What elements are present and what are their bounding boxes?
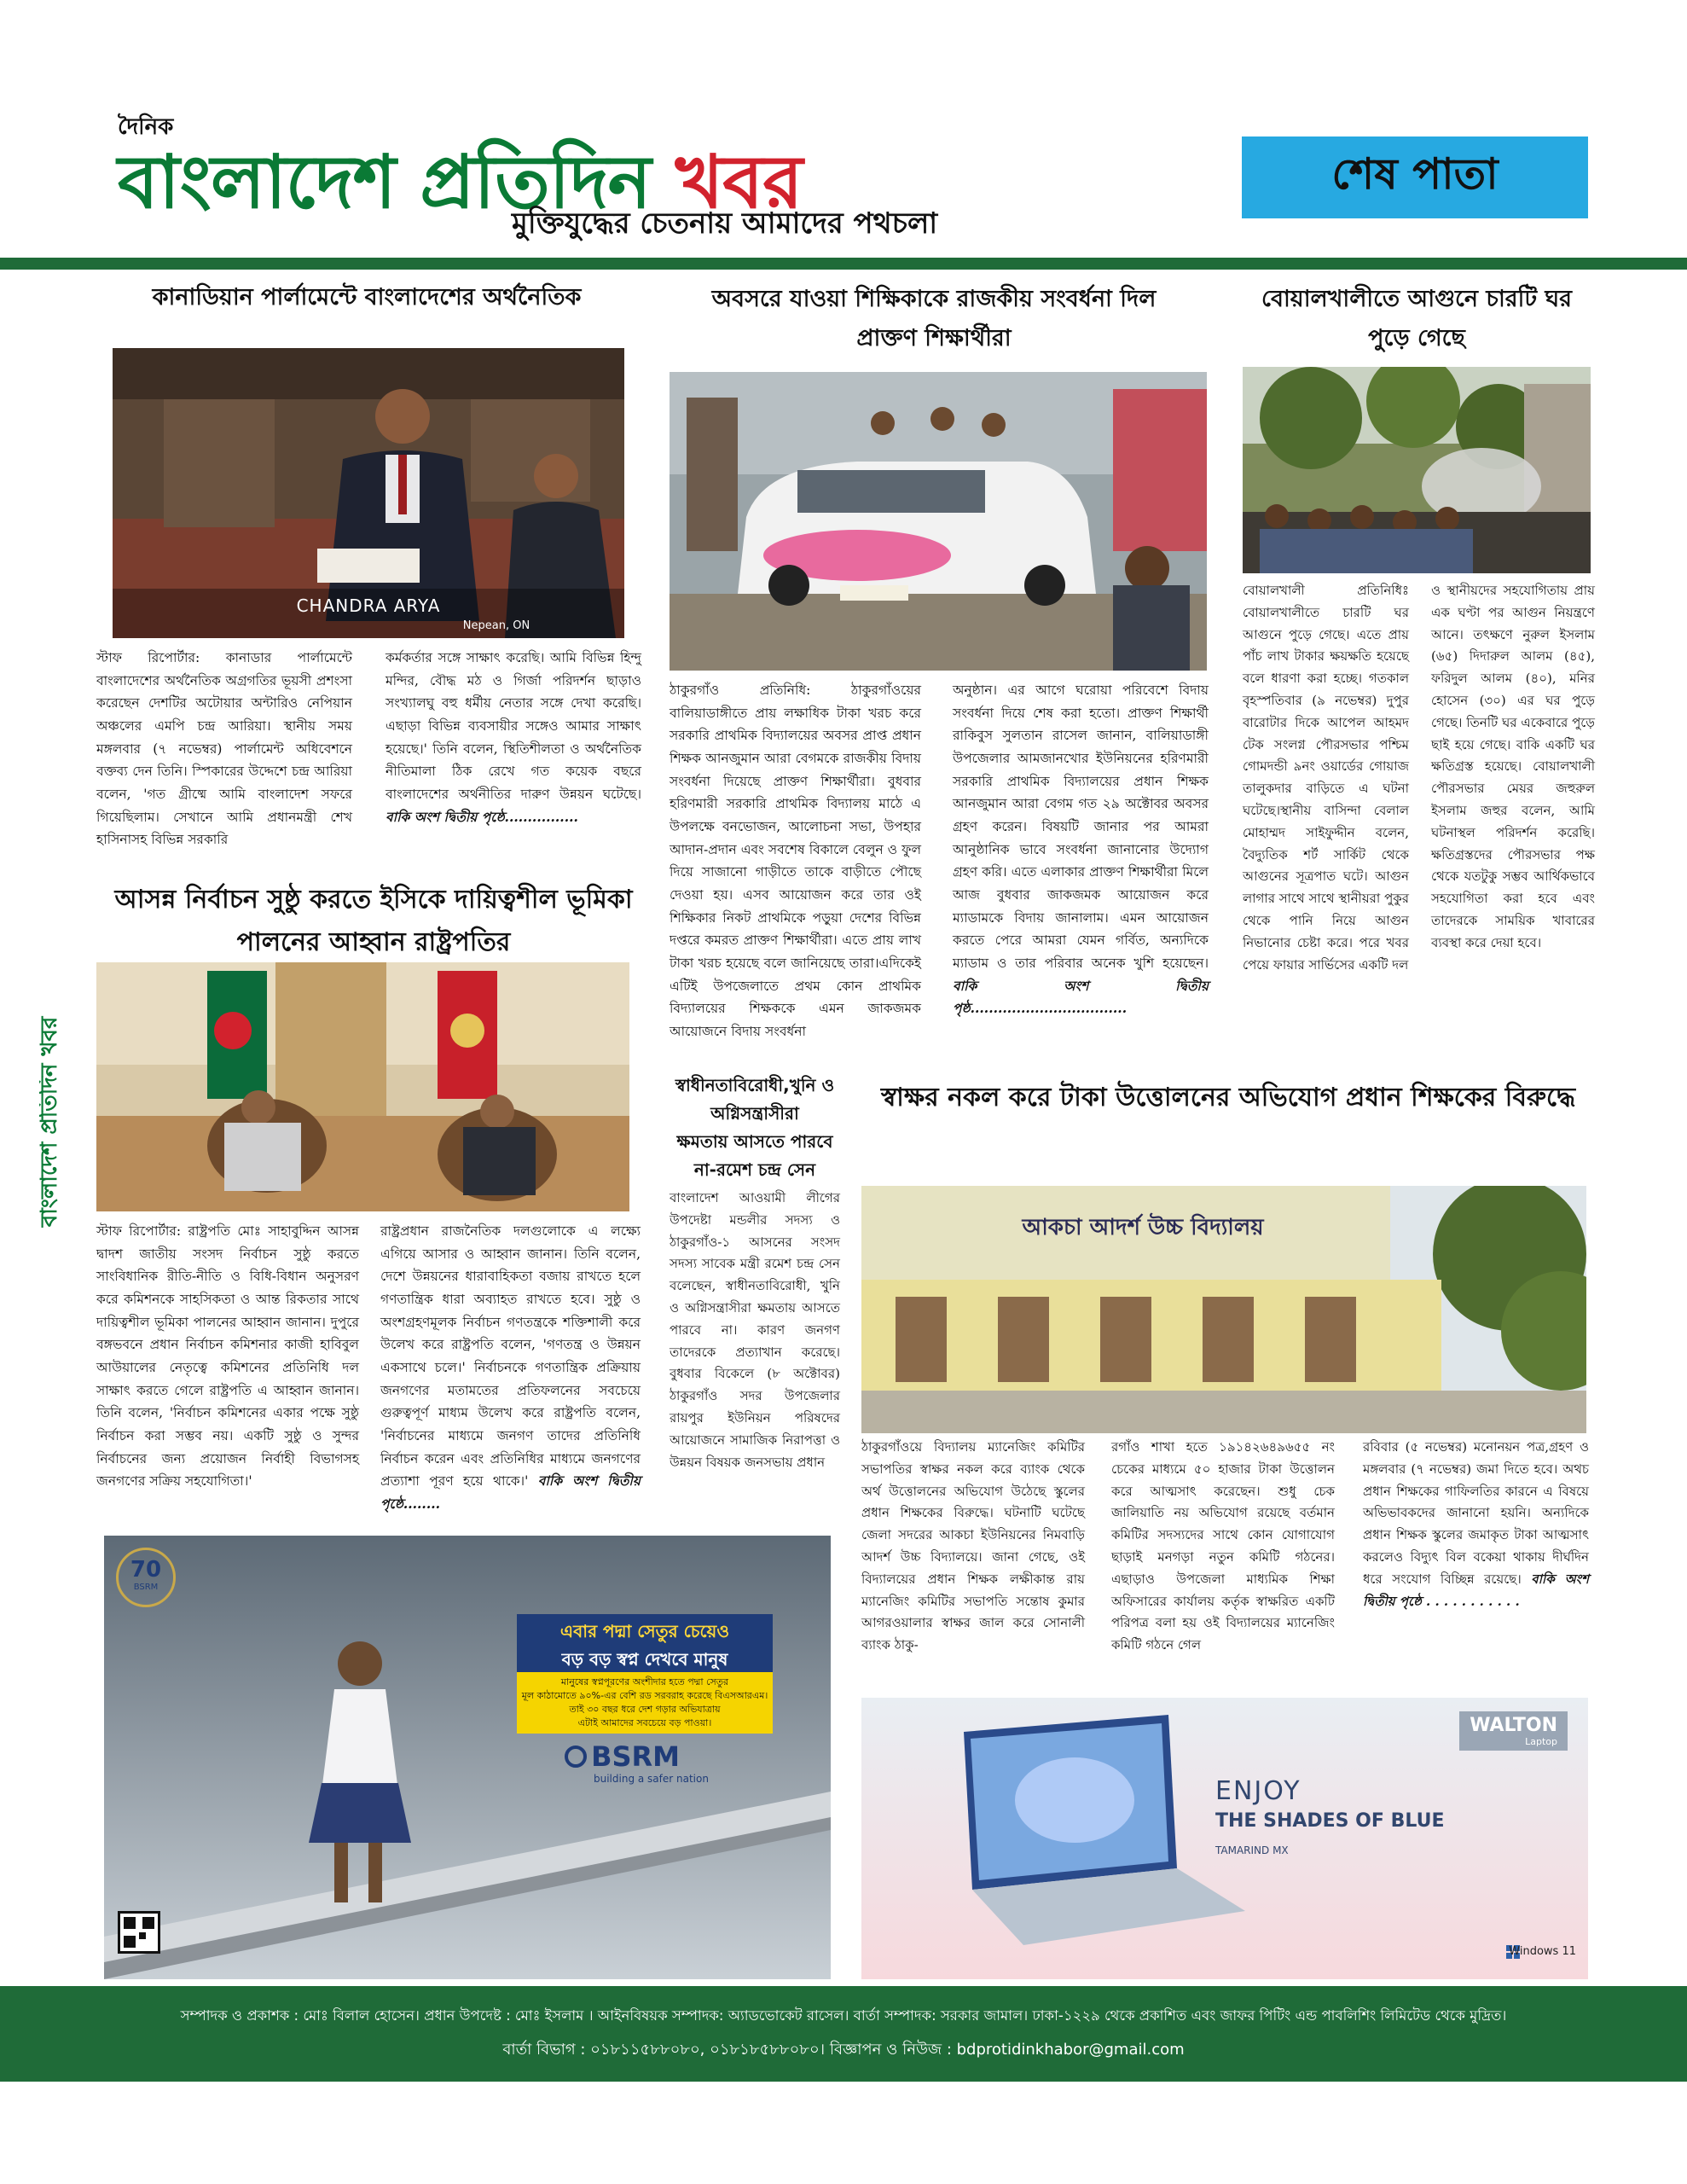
- story3-col2-text: অনুষ্ঠান। এর আগে ঘরোয়া পরিবেশে বিদায় সংবর্ধনা দিয়ে শেষ করা হতো। প্রাক্তণ শিক্ষার্থী রাকিবুস সুলতান রাসেল জানান, বালিয়াডাঙ্গী উপজেলার আমজানখোর ইউনিয়নের হরিণমারী সরকারি প্রাথমিক বিদ্যালয়ের প্রধান শিক্ষক আনজুমান আরা বেগম গত ২৯ অক্টোবর অবসর গ্রহণ করেন। বিষয়টি জানার পর আমরা আনুষ্ঠানিক ভাবে সংবর্ধনা জানানোর উদ্যোগ গ্রহণ করি। এতে এলাকার প্রাক্তণ শিক্ষার্থীরা মিলে আজ বুধবার জাকজমক আয়োজন করে ম্যাডামকে বিদায় জানালাম। এমন আয়োজন করতে পেরে আমরা যেমন গর্বিত, অন্যদিকে ম্যাডাম ও তার পরিবার অনেক খুশি হয়েছেন।: [953, 682, 1209, 971]
- walton-model: TAMARIND MX: [1215, 1844, 1289, 1856]
- story3-col1: ঠাকুরগাঁও প্রতিনিধি: ঠাকুরগাঁওয়ের বালিয়াডাঙ্গীতে প্রায় লক্ষাধিক টাকা খরচ করে সরকারি প্রাথমিক বিদ্যালয়ের অবসর প্রাপ্ত প্রধান শিক্ষক আনজুমান আরা বেগমকে রাজকীয় বিদায় সংবর্ধনা দিয়েছে প্রাক্তণ শিক্ষার্থীরা। বুধবার হরিণমারী সরকারি প্রাথমিক বিদ্যালয় মাঠে এ উপলক্ষে বনভোজন, আলোচনা সভা, উপহার আদান-প্রদান এবং সবশেষ বিকালে বেলুন ও ফুল দিয়ে সাজানো গাড়ীতে তাকে বাড়ীতে পৌছে দেওয়া হয়। এসব আয়োজন করে তার ওই শিক্ষিকার নিকট প্রাথমিকে পড়ুয়া দেশের বিভিন্ন দপ্তরে কমরত প্রাক্তণ শিক্ষার্থীরা। এতে প্রায় লাখ টাকা খরচ হয়েছে বলে জানিয়েছে তারা।এদিকেই এটিই উপজেলাতে প্রথম কোন প্রাথমিক বিদ্যালয়ের শিক্ষককে এমন জাকজমক আয়োজনে বিদায় সংবর্ধনা: [670, 682, 921, 1039]
- story2-col2-text: রাষ্ট্রপ্রধান রাজনৈতিক দলগুলোকে এ লক্ষ্যে এগিয়ে আসার ও আহ্বান জানান। তিনি বলেন, দেশে উন্নয়নের ধারাবাহিকতা বজায় রাখতে হলে গণতান্ত্রিক ধারা অব্যাহত রাখতে হবে। সুষ্ঠু ও অংশগ্রহণমূলক নির্বাচন গণতন্ত্রকে শক্তিশালী করে উলেখ করে রাষ্ট্রপতি বলেন, 'গণতন্ত্র ও উন্নয়ন একসাথে চলে।' নির্বাচনকে গণতান্ত্রিক প্রক্রিয়ায় জনগণের মতামতের প্রতিফলনের সবচেয়ে গুরুত্বপূর্ণ মাধ্যম উলেখ করে রাষ্ট্রপতি বলেন, 'নির্বাচনের মাধ্যমে জনগণ তাদের প্রতিনিধি নির্বাচন করেন এবং প্রতিনিধির মাধ্যমে জনগণের প্রত্যাশা পূরণ হয়ে থাকে।': [380, 1223, 641, 1490]
- story5-headline[interactable]: [670, 1072, 840, 1184]
- bsrm-brand: BSRM: [591, 1740, 681, 1773]
- story1-continued[interactable]: বাকি অংশ দ্বিতীয় পৃষ্ঠে................: [386, 808, 578, 825]
- section-label: শেষ পাতা: [1242, 136, 1588, 218]
- bsrm-logo: [565, 1740, 735, 1785]
- masthead-tagline: মুক্তিযুদ্ধের চেতনায় আমাদের পথচলা: [512, 206, 938, 241]
- story5-headline-line4: না-রমেশ চন্দ্র সেন: [693, 1159, 816, 1180]
- story1-caption-name: CHANDRA ARYA: [296, 595, 441, 616]
- story1-col1: স্টাফ রিপোর্টার: কানাডার পার্লামেন্টে বাংলাদেশের অর্থনৈতিক অগ্রগতির ভূয়সী প্রশংসা করেছেন দেশটির অটোয়ার অন্টারিও নেপিয়ান অঞ্চলের এমপি চন্দ্র আরিয়া। স্থানীয় সময় মঙ্গলবার (৭ নভেম্বর) পার্লামেন্ট অধিবেশনে বক্তব্য দেন তিনি। স্পিকারের উদ্দেশে চন্দ্র আরিয়া বলেন, 'গত গ্রীষ্মে আমি বাংলাদেশ সফরে গিয়েছিলাম। সেখানে আমি প্রধানমন্ত্রী শেখ হাসিনাসহ বিভিন্ন সরকারি: [96, 650, 352, 848]
- walton-headline1: ENJOY: [1215, 1776, 1301, 1806]
- bsrm-body-line3: তাই ৩০ বছর ধরে দেশ গড়ার অভিযাত্রায়: [569, 1703, 721, 1715]
- footer-imprint: সম্পাদক ও প্রকাশক : মোঃ বিলাল হোসেন। প্রধান উপদেষ্ট : মোঃ ইসলাম । আইনবিষয়ক সম্পাদক: অ্যাডভোকেট রাসেল। বার্তা সম্পাদক: সরকার জামাল। ঢাকা-১২২৯ থেকে প্রকাশিত এবং জাফর পিটিং এন্ড পাবলিশিং লিমিটেড থেকে মুদ্রিত।: [180, 2007, 1507, 2024]
- story6-col1: ঠাকুরগাঁওয়ে বিদ্যালয় ম্যানেজিং কমিটির সভাপতির স্বাক্ষর নকল করে ব্যাংক থেকে অর্থ উত্তোলনের অভিযোগ উঠেছে স্কুলের প্রধান শিক্ষকের বিরুদ্ধে। ঘটনাটি ঘটেছে জেলা সদরের আকচা ইউনিয়নের নিমবাড়ি আদর্শ উচ্চ বিদ্যালয়ে। জানা গেছে, ওই বিদ্যালয়ের প্রধান শিক্ষক লক্ষীকান্ত রায় ম্যানেজিং কমিটির সভাপতি সন্তোষ কুমার আগরওয়ালার স্বাক্ষর জাল করে সোনালী ব্যাংক ঠাকু-: [861, 1439, 1085, 1653]
- story2-col2: [380, 1220, 641, 1519]
- bsrm-body-line4: এটাই আমাদের সবচেয়ে বড় পাওয়া।: [577, 1716, 712, 1728]
- story4-col2: ও স্থানীয়দের সহযোগিতায় প্রায় এক ঘণ্টা পর আগুন নিয়ন্ত্রণে আনে। তৎক্ষণে নুরুল ইসলাম (৬৫) দিদারুল আলম (৪৫), ফরিদুল আলম (৪০), মনির হোসেন (৩০) এর ঘর পুড়ে গেছে। তিনটি ঘর একেবারে পুড়ে ছাই হয়ে গেছে। বাকি একটি ঘর ক্ষতিগ্রস্ত হয়েছে। বোয়ালখালী পৌরসভার মেয়র জহুরুল ইসলাম জহুর বলেন, আমি ঘটনাস্থল পরিদর্শন করেছি। ক্ষতিগ্রস্তদের পৌরসভার পক্ষ থেকে যতটুকু সম্ভব আর্থিকভাবে সহযোগিতা করা হবে এবং তাদেরকে সাময়িক খাবারের ব্যবস্থা করে দেয়া হবে।: [1431, 583, 1595, 950]
- bsrm-badge: [116, 1548, 176, 1607]
- story2-col1: স্টাফ রিপোর্টার: রাষ্ট্রপতি মোঃ সাহাবুদ্দিন আসন্ন দ্বাদশ জাতীয় সংসদ নির্বাচন সুষ্ঠু করতে সাংবিধানিক রীতি-নীতি ও বিধি-বিধান অনুসরণ করে কমিশনকে সাহসিকতা ও আন্ত রিকতার সাথে দায়িত্বশীল ভূমিকা পালনের আহ্বান জানান। দুপুরে বঙ্গভবনে প্রধান নির্বাচন কমিশনার কাজী হাবিবুল আউয়ালের নেতৃত্বে কমিশনের প্রতিনিধি দল সাক্ষাৎ করতে গেলে রাষ্ট্রপতি এ আহ্বান জানান। তিনি বলেন, 'নির্বাচন কমিশনের একার পক্ষে সুষ্ঠু নির্বাচন করা সম্ভব নয়। একটি সুষ্ঠু ও সুন্দর নির্বাচনের জন্য প্রয়োজন নির্বাহী বিভাগসহ জনগণের সক্রিয় সহযোগিতা।': [96, 1223, 359, 1490]
- story6-col3: [1363, 1437, 1589, 1684]
- story6-col2: রগাঁও শাখা হতে ১৯১৪২৬৪৯৬৫৫ নং চেকের মাধ্যমে ৫০ হাজার টাকা উত্তোলন করে আত্মসাৎ করেছেন। শুধু চেক জালিয়াতি নয় অভিযোগ রয়েছে বর্তমান কমিটির সদস্যদের সাথে কোন যোগাযোগ ছাড়াই মনগড়া নতুন কমিটি গঠনের। এছাড়াও উপজেলা মাধ্যমিক শিক্ষা অফিসারের কার্যালয় কর্তৃক স্বাক্ষরিত একটি পরিপত্র বলা হয় ওই বিদ্যালয়ের ম্যানেজিং কমিটি গঠনে গেল: [1111, 1439, 1335, 1653]
- story5-body: বাংলাদেশ আওয়ামী লীগের উপদেষ্টা মন্ডলীর সদস্য ও ঠাকুরগাঁও-১ আসনের সংসদ সদস্য সাবেক মন্ত্রী রমেশ চন্দ্র সেন বলেছেন, স্বাধীনতাবিরোধী, খুনি ও অগ্নিসন্ত্রাসীরা ক্ষমতায় আসতে পারবে না। কারণ জনগণ তাদেরকে প্রত্যাখান করেছে। বুধবার বিকেলে (৮ অক্টোবর) ঠাকুরগাঁও সদর উপজেলার রায়পুর ইউনিয়ন পরিষদের আয়োজনে সামাজিক নিরাপত্তা ও উন্নয়ন বিষয়ক জনসভায় প্রধান: [670, 1190, 840, 1470]
- bsrm-headline-line2: বড় বড় স্বপ্ন দেখবে মানুষ: [561, 1649, 728, 1670]
- vertical-logo-text: বাংলাদেশ প্রতিদিন খবর: [39, 1016, 62, 1228]
- story4-headline[interactable]: বোয়ালখালীতে আগুনে চারটি ঘর পুড়ে গেছে: [1261, 286, 1572, 351]
- story5-headline-line1: স্বাধীনতাবিরোধী,খুনি ও: [675, 1075, 835, 1095]
- vertical-logo: [39, 981, 73, 1263]
- story2-headline[interactable]: আসন্ন নির্বাচন সুষ্ঠু করতে ইসিকে দায়িত্বশীল ভূমিকা পালনের আহ্বান রাষ্ট্রপতির: [114, 885, 633, 957]
- bsrm-body-box: [517, 1672, 773, 1734]
- masthead-rule: [0, 258, 1687, 270]
- masthead-title-green: বাংলাদেশ প্রতিদিন: [118, 140, 651, 225]
- story1-photo: [113, 348, 624, 638]
- bsrm-slogan: building a safer nation: [594, 1773, 709, 1785]
- bsrm-logo-icon: [565, 1745, 587, 1768]
- story6-continued[interactable]: বাকি অংশ দ্বিতীয় পৃষ্ঠে . . . . . . . . . . .: [1363, 1571, 1590, 1609]
- footer: [0, 1986, 1687, 2082]
- story6-photo-sign: আকচা আদর্শ উচ্চ বিদ্যালয়: [1022, 1215, 1264, 1240]
- story6-col3-text: রবিবার (৫ নভেম্বর) মনোনয়ন পত্র,গ্রহণ ও মঙ্গলবার (৭ নভেম্বর) জমা দিতে হবে। অথচ প্রধান শিক্ষকের গাফিলতির কারনে এ বিষয়ে অভিভাবকদের জানানো হয়নি। অন্যদিকে প্রধান শিক্ষক স্কুলের জমাকৃত টাকা আত্মসাৎ করলেও বিদ্যুৎ বিল বকেয়া থাকায় দীর্ঘদিন ধরে সংযোগ বিচ্ছিন্ন রয়েছে।: [1363, 1439, 1589, 1587]
- masthead-title-red: খবর: [675, 140, 803, 225]
- masthead-daily: দৈনিক: [118, 114, 174, 140]
- walton-brand: WALTON: [1470, 1715, 1557, 1736]
- ad-bsrm[interactable]: [104, 1536, 831, 1979]
- ad-walton[interactable]: [861, 1698, 1588, 1979]
- story6-headline[interactable]: স্বাক্ষর নকল করে টাকা উত্তোলনের অভিযোগ প্রধান শিক্ষকের বিরুদ্ধে: [880, 1083, 1576, 1112]
- story3-headline[interactable]: অবসরে যাওয়া শিক্ষিকাকে রাজকীয় সংবর্ধনা দিল প্রাক্তণ শিক্ষার্থীরা: [711, 286, 1157, 351]
- bsrm-headline-box: [517, 1614, 773, 1681]
- story4-photo: [1243, 367, 1591, 573]
- footer-contact[interactable]: বার্তা বিভাগ : ০১৮১১৫৮৮০৮০, ০১৮১৮৫৮৮০৮০। বিজ্ঞাপন ও নিউজ : bdprotidinkhabor@gmail.com: [502, 2041, 1185, 2059]
- bsrm-body-line1: মানুষের স্বপ্নপূরণের অংশীদার হতে পদ্মা সেতুর: [560, 1676, 729, 1687]
- qr-code-icon: [118, 1911, 160, 1954]
- story1-caption-place: Nepean, ON: [462, 619, 530, 632]
- bsrm-body-line2: মূল কাঠামোতে ৯০%-এর বেশি রড সরবরাহ করেছে বিএসআরএম।: [521, 1689, 768, 1701]
- story1-col2: [386, 647, 641, 868]
- walton-headline2: THE SHADES OF BLUE: [1215, 1810, 1445, 1832]
- story5-headline-line2: অগ্নিসন্ত্রাসীরা: [710, 1103, 799, 1124]
- story5-headline-line3: ক্ষমতায় আসতে পারবে: [676, 1131, 833, 1152]
- story3-continued[interactable]: বাকি অংশ দ্বিতীয় পৃষ্ঠ..................................: [953, 977, 1209, 1017]
- story3-photo: [670, 372, 1207, 671]
- story2-photo: [96, 962, 629, 1211]
- bsrm-headline-line1: এবার পদ্মা সেতুর চেয়েও: [559, 1621, 730, 1641]
- story1-col2-text: কর্মকর্তার সঙ্গে সাক্ষাৎ করেছি। আমি বিভিন্ন হিন্দু মন্দির, বৌদ্ধ মঠ ও গির্জা পরিদর্শন ছাড়াও সংখ্যালঘু বহু ধর্মীয় নেতার সঙ্গে দেখা করেছি। এছাড়া বিভিন্ন ব্যবসায়ীর সঙ্গেও আমার সাক্ষাৎ হয়েছে।' তিনি বলেন, স্থিতিশীলতা ও অর্থনৈতিক নীতিমালা ঠিক রেখে গত কয়েক বছরে বাংলাদেশের অর্থনীতির দারুণ উন্নয়ন ঘটেছে।: [386, 650, 641, 802]
- walton-os: Windows 11: [1509, 1945, 1576, 1958]
- walton-brand-sub: Laptop: [1525, 1736, 1557, 1747]
- story4-col1: বোয়ালখালী প্রতিনিধিঃ বোয়ালখালীতে চারটি ঘর আগুনে পুড়ে গেছে। এতে প্রায় পাঁচ লাখ টাকার ক্ষয়ক্ষতি হয়েছে বলে ধারণা করা হচ্ছে। গতকাল বৃহস্পতিবার (৯ নভেম্বর) দুপুর বারোটার দিকে আপেল আহমদ টেক সংলগ্ন পৌরসভার পশ্চিম গোমদন্ডী ৯নং ওয়ার্ডের গোয়াজ তালুকদার বাড়িতে এ ঘটনা ঘটেছে।স্থানীয় বাসিন্দা বেলাল মোহাম্মদ সাইফুদ্দীন বলেন, বৈদ্যুতিক শর্ট সার্কিট থেকে আগুনের সূত্রপাত ঘটে। আগুন লাগার সাথে সাথে স্থানীয়রা পুকুর থেকে পানি নিয়ে আগুন নিভানোর চেষ্টা করে। পরে খবর পেয়ে ফায়ার সার্ভিসের একটি দল: [1243, 583, 1409, 973]
- story1-headline[interactable]: কানাডিয়ান পার্লামেন্টে বাংলাদেশের অর্থনৈতিক: [152, 284, 582, 311]
- bsrm-badge-number: 70: [130, 1557, 162, 1583]
- story3-col2: [953, 679, 1209, 1072]
- story2-continued[interactable]: বাকি অংশ দ্বিতীয় পৃষ্ঠে........: [380, 1472, 641, 1512]
- story6-photo: [861, 1186, 1586, 1433]
- bsrm-badge-sub: BSRM: [133, 1583, 159, 1592]
